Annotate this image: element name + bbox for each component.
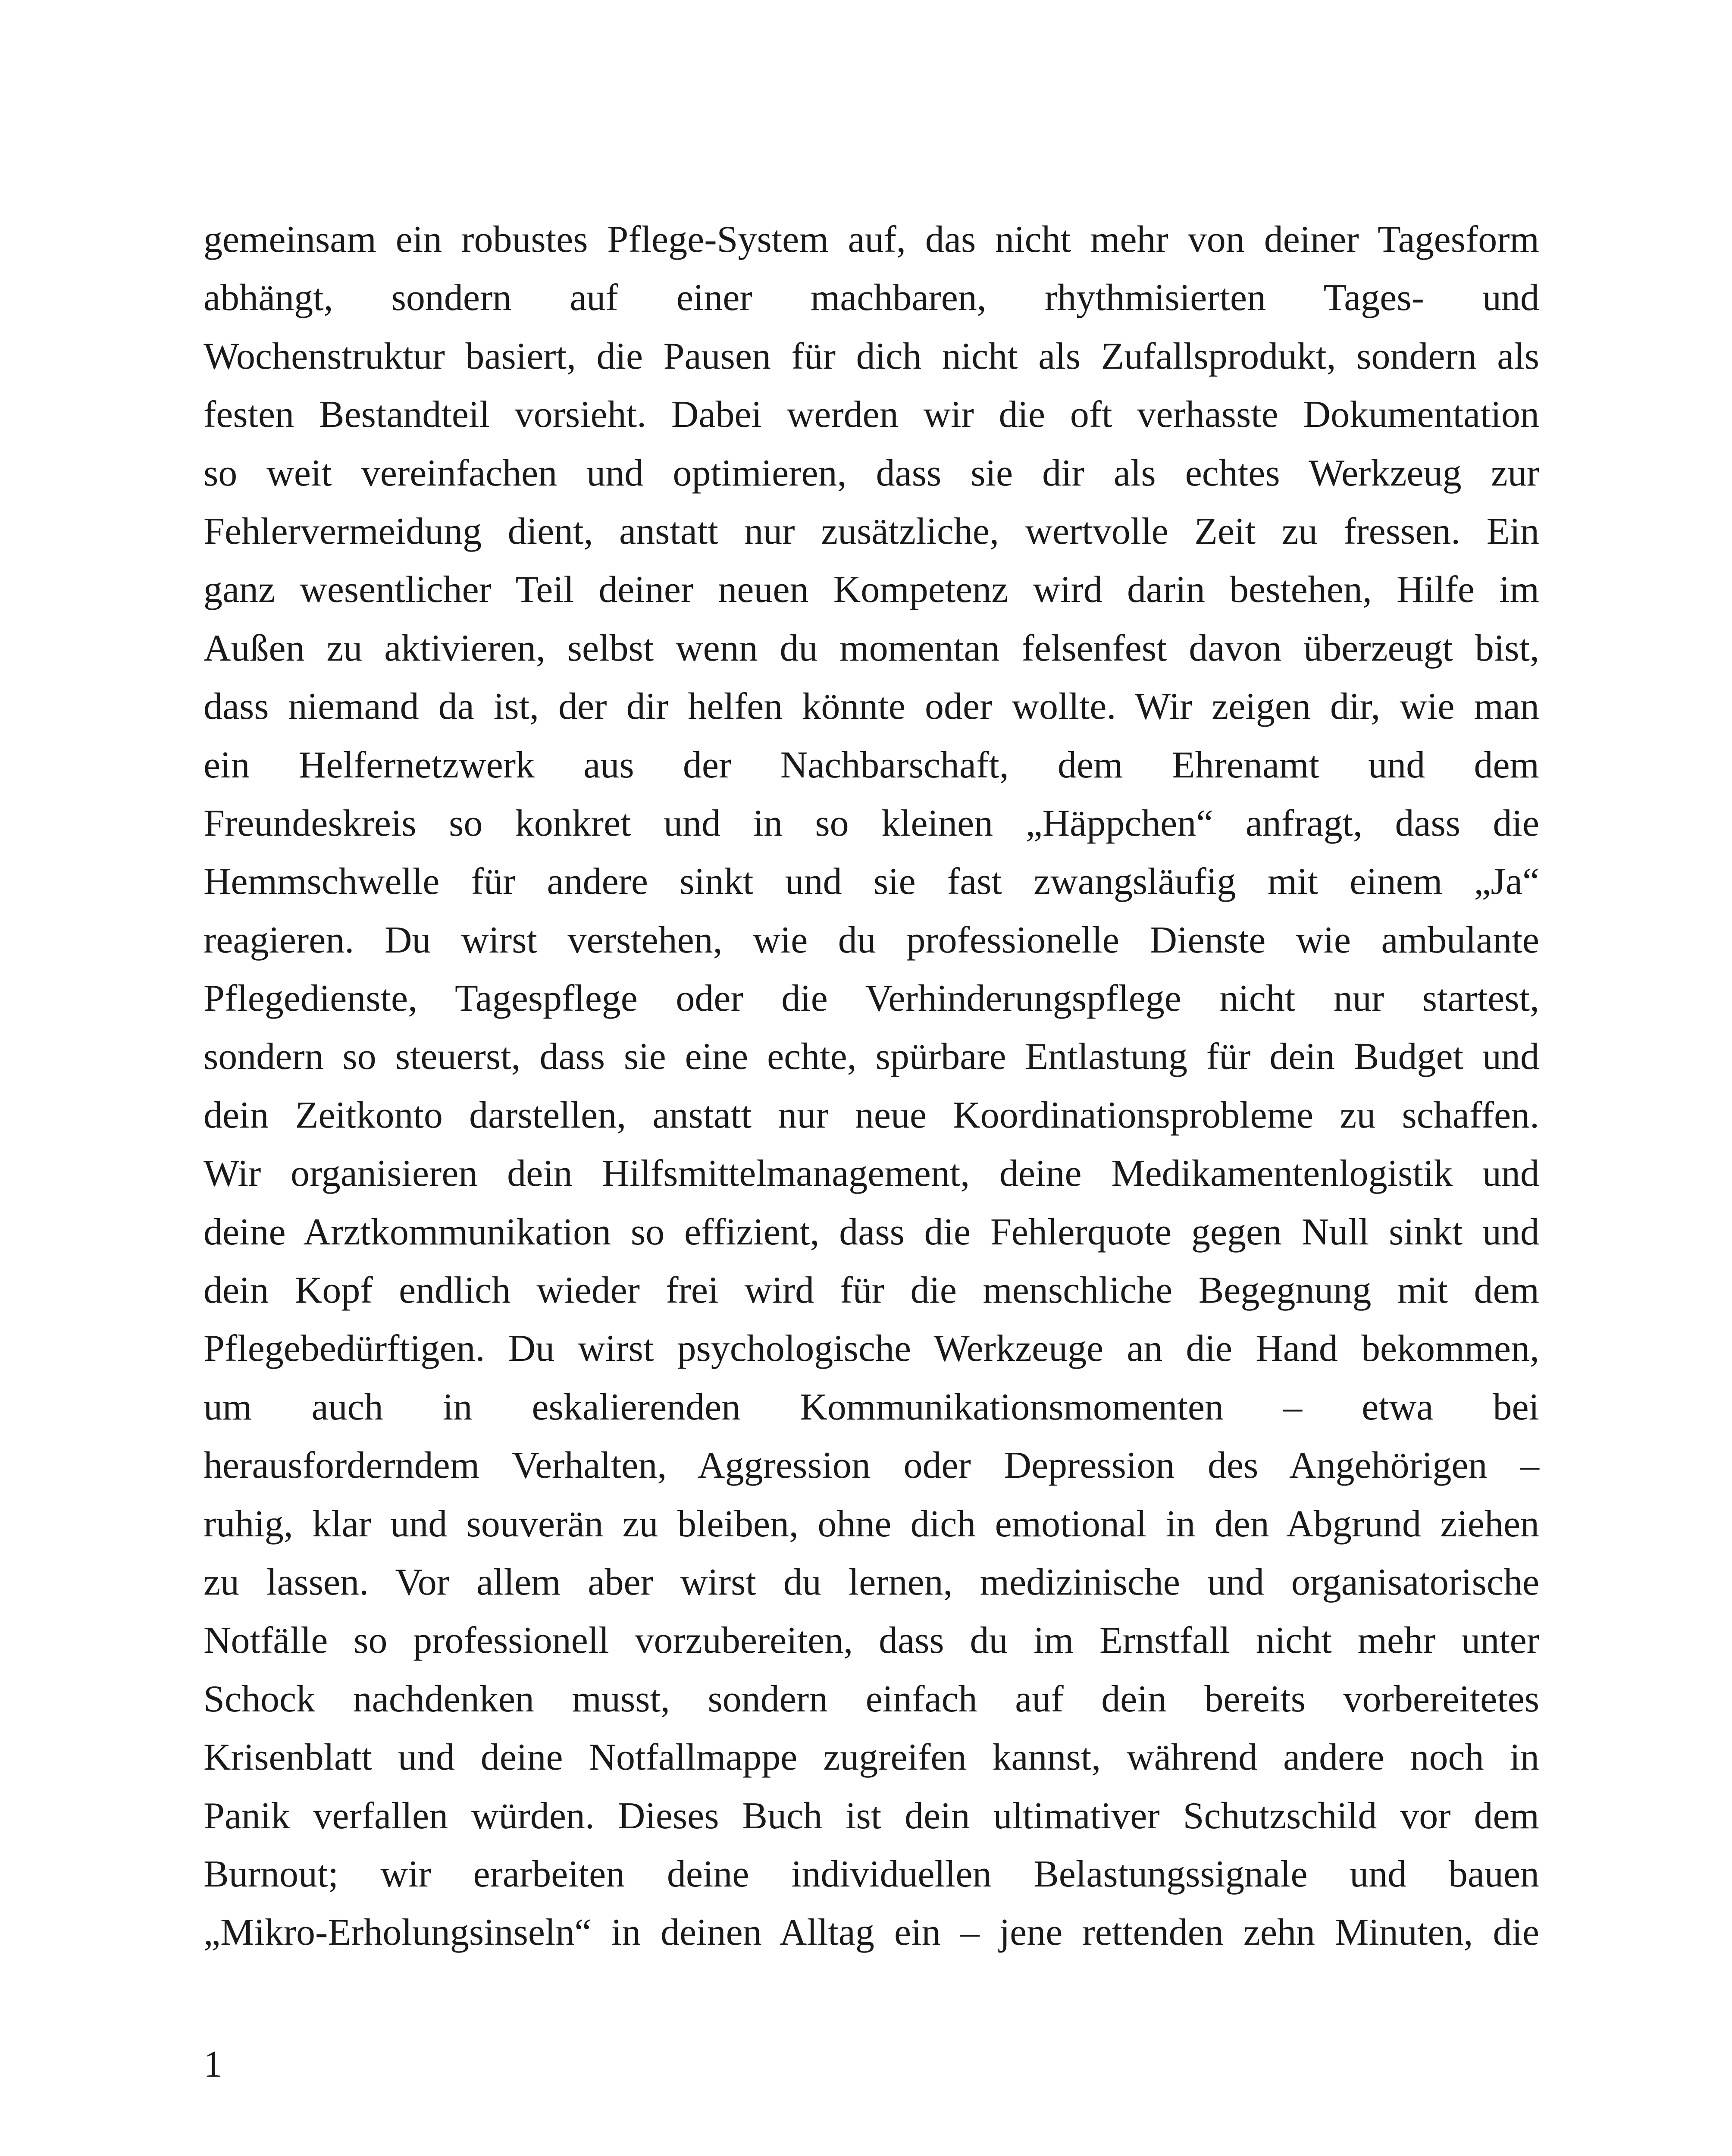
- text-line: so weit vereinfachen und optimieren, dass sie dir als echtes Werkzeug zur: [204, 452, 1539, 494]
- text-line: ruhig, klar und souverän zu bleiben, ohne dich emotional in den Abgrund ziehen: [204, 1503, 1539, 1545]
- text-line: Außen zu aktivieren, selbst wenn du momentan felsenfest davon überzeugt bist,: [204, 627, 1539, 669]
- text-line: Pflegebedürftigen. Du wirst psychologische Werkzeuge an die Hand bekommen,: [204, 1328, 1539, 1370]
- text-line: dein Zeitkonto darstellen, anstatt nur neue Koordinationsprobleme zu schaffen.: [204, 1094, 1539, 1136]
- text-line: „Mikro-Erholungsinseln“ in deinen Alltag ein – jene rettenden zehn Minuten, die: [204, 1912, 1539, 1954]
- text-line: herausforderndem Verhalten, Aggression oder Depression des Angehörigen –: [204, 1445, 1539, 1487]
- text-line: Krisenblatt und deine Notfallmappe zugreifen kannst, während andere noch in: [204, 1736, 1539, 1779]
- text-line: um auch in eskalierenden Kommunikationsmomenten – etwa bei: [204, 1386, 1539, 1428]
- text-line: Notfälle so professionell vorzubereiten, dass du im Ernstfall nicht mehr unter: [204, 1620, 1539, 1662]
- text-line: dein Kopf endlich wieder frei wird für die menschliche Begegnung mit dem: [204, 1269, 1539, 1312]
- text-line: zu lassen. Vor allem aber wirst du lernen, medizinische und organisatorische: [204, 1561, 1539, 1603]
- body-paragraph: [204, 210, 1539, 1962]
- page-number: 1: [204, 2043, 222, 2085]
- text-line: Wir organisieren dein Hilfsmittelmanagement, deine Medikamentenlogistik und: [204, 1153, 1539, 1195]
- text-line: festen Bestandteil vorsieht. Dabei werden wir die oft verhasste Dokumentation: [204, 394, 1539, 436]
- text-line: Panik verfallen würden. Dieses Buch ist dein ultimativer Schutzschild vor dem: [204, 1795, 1539, 1837]
- text-line: sondern so steuerst, dass sie eine echte, spürbare Entlastung für dein Budget und: [204, 1036, 1539, 1078]
- text-line: Hemmschwelle für andere sinkt und sie fast zwangsläufig mit einem „Ja“: [204, 861, 1539, 903]
- text-line: ganz wesentlicher Teil deiner neuen Kompetenz wird darin bestehen, Hilfe im: [204, 569, 1539, 611]
- text-line: gemeinsam ein robustes Pflege-System auf, das nicht mehr von deiner Tagesform: [204, 219, 1539, 260]
- text-line: Wochenstruktur basiert, die Pausen für dich nicht als Zufallsprodukt, sondern als: [204, 335, 1539, 377]
- text-line: deine Arztkommunikation so effizient, dass die Fehlerquote gegen Null sinkt und: [204, 1211, 1539, 1253]
- text-line: Pflegedienste, Tagespflege oder die Verhinderungspflege nicht nur startest,: [204, 978, 1539, 1020]
- text-line: reagieren. Du wirst verstehen, wie du professionelle Dienste wie ambulante: [204, 919, 1539, 961]
- text-line: Fehlervermeidung dient, anstatt nur zusätzliche, wertvolle Zeit zu fressen. Ein: [204, 510, 1539, 552]
- text-line: Burnout; wir erarbeiten deine individuellen Belastungssignale und bauen: [204, 1853, 1539, 1895]
- text-line: Freundeskreis so konkret und in so kleinen „Häppchen“ anfragt, dass die: [204, 802, 1539, 844]
- text-line: Schock nachdenken musst, sondern einfach auf dein bereits vorbereitetes: [204, 1678, 1539, 1720]
- text-line: abhängt, sondern auf einer machbaren, rhythmisierten Tages- und: [204, 277, 1539, 319]
- text-line: dass niemand da ist, der dir helfen könnte oder wollte. Wir zeigen dir, wie man: [204, 686, 1539, 728]
- text-line: ein Helfernetzwerk aus der Nachbarschaft, dem Ehrenamt und dem: [204, 744, 1539, 786]
